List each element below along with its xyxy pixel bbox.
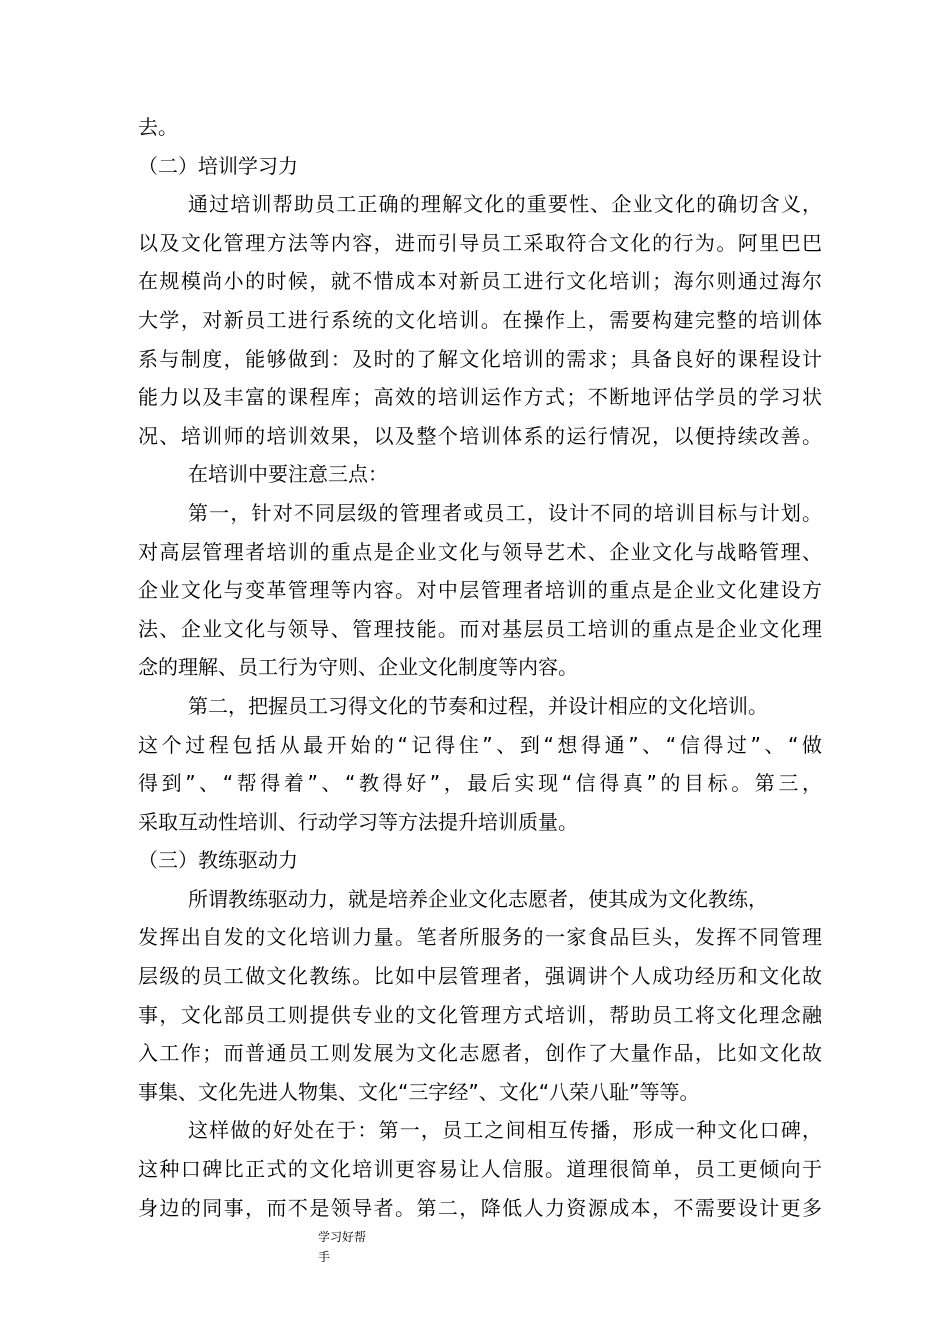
footer-line: 学习好帮 bbox=[318, 1230, 367, 1244]
text-line: 况、培训师的培训效果，以及整个培训体系的运行情况，以便持续改善。 bbox=[138, 423, 822, 448]
text-line: 能力以及丰富的课程库；高效的培训运作方式；不断地评估学员的学习状 bbox=[138, 385, 822, 410]
text-line: 第一，针对不同层级的管理者或员工，设计不同的培训目标与计划。 bbox=[188, 500, 822, 525]
text-line: 通过培训帮助员工正确的理解文化的重要性、企业文化的确切含义， bbox=[188, 192, 822, 217]
text-line: 所谓教练驱动力，就是培养企业文化志愿者，使其成为文化教练， bbox=[188, 886, 768, 911]
text-line: 在培训中要注意三点： bbox=[188, 462, 388, 487]
text-line: 这种口碑比正式的文化培训更容易让人信服。道理很简单，员工更倾向于 bbox=[138, 1157, 822, 1182]
text-line: 念的理解、员工行为守则、企业文化制度等内容。 bbox=[138, 655, 578, 680]
text-line: 事，文化部员工则提供专业的文化管理方式培训，帮助员工将文化理念融 bbox=[138, 1002, 822, 1027]
text-line: 法、企业文化与领导、管理技能。而对基层员工培训的重点是企业文化理 bbox=[138, 616, 822, 641]
text-line: 系与制度，能够做到：及时的了解文化培训的需求；具备良好的课程设计 bbox=[138, 346, 822, 371]
footer-line: 手 bbox=[318, 1250, 331, 1264]
text-line: 采取互动性培训、行动学习等方法提升培训质量。 bbox=[138, 809, 578, 834]
text-line: 这个过程包括从最开始的“记得住”、到“想得通”、“信得过”、“做 bbox=[138, 732, 822, 757]
text-line: 去。 bbox=[138, 115, 178, 139]
text-line: （三）教练驱动力 bbox=[138, 848, 298, 873]
text-line: （二）培训学习力 bbox=[138, 153, 298, 178]
text-line: 以及文化管理方法等内容，进而引导员工采取符合文化的行为。阿里巴巴 bbox=[138, 230, 822, 255]
text-line: 发挥出自发的文化培训力量。笔者所服务的一家食品巨头，发挥不同管理 bbox=[138, 925, 822, 950]
text-line: 企业文化与变革管理等内容。对中层管理者培训的重点是企业文化建设方 bbox=[138, 578, 822, 603]
text-line: 得到”、“帮得着”、“教得好”，最后实现“信得真”的目标。第三， bbox=[138, 771, 822, 796]
page-footer bbox=[318, 1227, 398, 1267]
text-line: 在规模尚小的时候，就不惜成本对新员工进行文化培训；海尔则通过海尔 bbox=[138, 269, 822, 294]
text-line: 第二，把握员工习得文化的节奏和过程，并设计相应的文化培训。 bbox=[188, 693, 768, 718]
text-line: 身边的同事，而不是领导者。第二，降低人力资源成本，不需要设计更多 bbox=[138, 1195, 822, 1220]
text-line: 这样做的好处在于：第一，员工之间相互传播，形成一种文化口碑， bbox=[188, 1118, 822, 1143]
text-line: 大学，对新员工进行系统的文化培训。在操作上，需要构建完整的培训体 bbox=[138, 307, 822, 332]
text-line: 层级的员工做文化教练。比如中层管理者，强调讲个人成功经历和文化故 bbox=[138, 964, 822, 989]
text-line: 入工作；而普通员工则发展为文化志愿者，创作了大量作品，比如文化故 bbox=[138, 1041, 822, 1066]
text-line: 对高层管理者培训的重点是企业文化与领导艺术、企业文化与战略管理、 bbox=[138, 539, 822, 564]
document-body bbox=[138, 108, 822, 1227]
text-line: 事集、文化先进人物集、文化“三字经”、文化“八荣八耻”等等。 bbox=[138, 1079, 700, 1104]
